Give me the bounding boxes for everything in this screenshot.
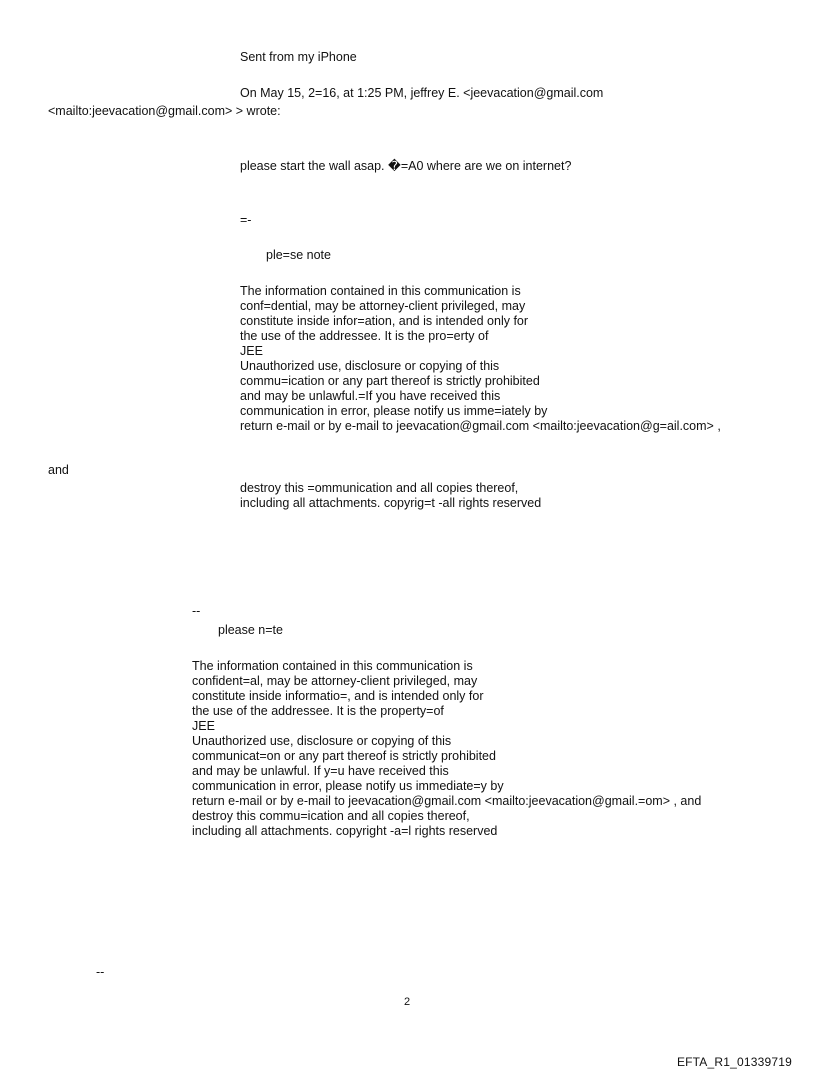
bottom-dashes: --	[96, 965, 105, 979]
sent-from-line: Sent from my iPhone	[240, 50, 357, 64]
inner-notice-line: communication in error, please notify us imme=iately by	[240, 404, 548, 418]
outer-notice-line: Unauthorized use, disclosure or copying of this	[192, 734, 452, 748]
inner-notice-line: The information contained in this communication is	[240, 284, 521, 298]
outer-notice-line: constitute inside informatio=, and is intended only for	[192, 689, 484, 703]
outer-notice-line: The information contained in this communication is	[192, 659, 473, 673]
outer-notice-line: destroy this commu=ication and all copies thereof,	[192, 809, 470, 823]
inner-notice-line: and may be unlawful.=If you have received this	[240, 389, 501, 403]
inner-notice-line: constitute inside infor=ation, and is intended only for	[240, 314, 529, 328]
outer-notice-line: return e-mail or by e-mail to jeevacation@gmail.com <mailto:jeevacation@gmail.=om> , and	[192, 794, 702, 808]
outer-notice-line: confident=al, may be attorney-client privileged, may	[192, 674, 478, 688]
inner-notice-line: JEE	[240, 344, 263, 358]
outer-notice-heading: please n=te	[218, 623, 283, 637]
inner-notice-wrap-word: and	[48, 463, 69, 477]
quote-intro-mailto-line: <mailto:jeevacation@gmail.com> > wrote:	[48, 104, 281, 118]
inner-notice-tail	[240, 481, 541, 511]
message-body: please start the wall asap. �=A0 where are we on internet?	[240, 159, 572, 173]
bates-number: EFTA_R1_01339719	[676, 1055, 792, 1069]
outer-notice-line: communication in error, please notify us immediate=y by	[192, 779, 504, 793]
outer-notice-body	[192, 659, 701, 839]
inner-notice-line: commu=ication or any part thereof is strictly prohibited	[240, 374, 540, 388]
inner-notice-line: the use of the addressee. It is the pro=erty of	[240, 329, 489, 343]
outer-notice-line: JEE	[192, 719, 215, 733]
outer-notice-line: communicat=on or any part thereof is strictly prohibited	[192, 749, 496, 763]
message-separator: =-	[240, 213, 252, 227]
inner-notice-line: destroy this =ommunication and all copies thereof,	[240, 481, 519, 495]
inner-notice-line: return e-mail or by e-mail to jeevacation@gmail.com <mailto:jeevacation@g=ail.com> ,	[240, 419, 721, 433]
inner-notice-heading: ple=se note	[266, 248, 331, 262]
outer-notice-line: including all attachments. copyright -a=l rights reserved	[192, 824, 498, 838]
inner-notice-line: Unauthorized use, disclosure or copying of this	[240, 359, 500, 373]
outer-notice-line: and may be unlawful. If y=u have received this	[192, 764, 449, 778]
page-number: 2	[404, 996, 411, 1008]
inner-notice-line: conf=dential, may be attorney-client privileged, may	[240, 299, 526, 313]
inner-notice-line: including all attachments. copyrig=t -all rights reserved	[240, 496, 542, 510]
outer-notice-line: the use of the addressee. It is the property=of	[192, 704, 444, 718]
signature-dashes: --	[192, 604, 201, 618]
quote-intro-line: On May 15, 2=16, at 1:25 PM, jeffrey E. <jeevacation@gmail.com	[240, 86, 604, 100]
inner-notice-body	[240, 284, 721, 434]
